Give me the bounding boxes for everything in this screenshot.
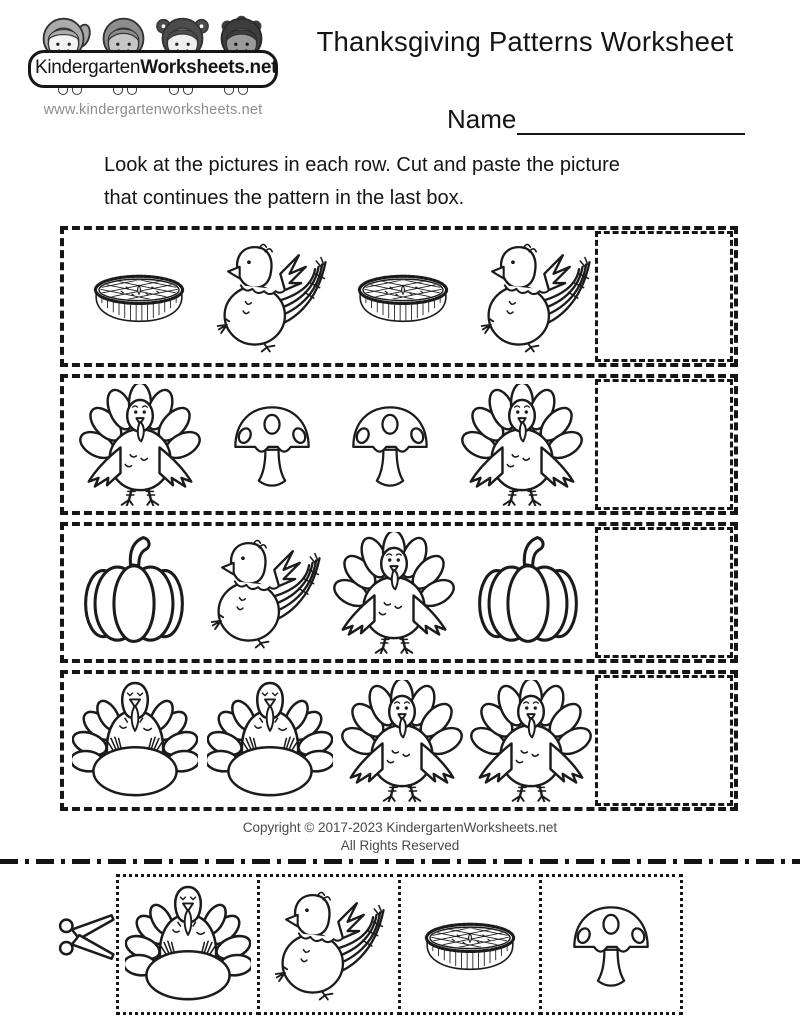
instructions-line-2: that continues the pattern in the last box. <box>104 187 465 209</box>
turkey-sitting-image <box>124 882 252 1008</box>
row-4-items <box>67 674 595 807</box>
pie-image <box>334 247 472 347</box>
page-title: Thanksgiving Patterns Worksheet <box>316 26 734 57</box>
turkey-standing-image <box>341 679 463 803</box>
pattern-row-4 <box>60 670 738 811</box>
mushroom-image <box>343 395 437 495</box>
logo-hands <box>28 87 278 95</box>
pumpkin-image <box>72 534 196 652</box>
turkey-standing-image <box>79 383 201 507</box>
logo-url: www.kindergartenworksheets.net <box>43 102 263 118</box>
row-1-items <box>67 230 595 363</box>
turkey-standing-image <box>461 383 583 507</box>
pattern-row-1 <box>60 226 738 367</box>
pumpkin-image <box>466 534 590 652</box>
instructions <box>104 149 714 215</box>
cut-line-divider <box>0 859 800 864</box>
cut-piece-4-mushroom <box>539 874 683 1015</box>
brand-logo <box>28 12 278 118</box>
turkey-running-image <box>213 236 329 358</box>
name-label: Name <box>447 104 517 134</box>
logo-brand-first: Kindergarten <box>35 57 141 78</box>
pattern-row-2 <box>60 374 738 515</box>
logo-brand-second: Worksheets.net <box>140 57 278 78</box>
logo-sign <box>28 50 278 88</box>
turkey-standing-image <box>333 531 455 655</box>
rights-line: All Rights Reserved <box>340 837 460 853</box>
mushroom-image <box>564 895 658 995</box>
mushroom-image <box>225 395 319 495</box>
turkey-sitting-image <box>71 678 199 804</box>
pattern-rows <box>60 226 738 818</box>
cut-piece-3-pie <box>398 874 542 1015</box>
pie-image <box>401 895 539 995</box>
row-3-items <box>67 526 595 659</box>
answer-box-4 <box>595 675 733 806</box>
turkey-sitting-image <box>206 678 334 804</box>
copyright-line: Copyright © 2017-2023 KindergartenWorksheets.net <box>242 820 558 835</box>
answer-box-1 <box>595 231 733 362</box>
row-2-items <box>67 378 595 511</box>
name-field <box>447 104 745 135</box>
instructions-line-1: Look at the pictures in each row. Cut and paste the picture <box>104 154 620 176</box>
turkey-running-image <box>207 532 323 654</box>
copyright <box>0 819 800 854</box>
name-blank-line <box>517 105 745 135</box>
answer-box-2 <box>595 379 733 510</box>
pie-image <box>70 247 208 347</box>
cut-piece-1-turkey-sitting <box>116 874 260 1015</box>
cut-strip <box>116 874 683 1015</box>
answer-box-3 <box>595 527 733 658</box>
cut-piece-2-turkey-running <box>257 874 401 1015</box>
scissors-icon <box>57 906 119 968</box>
pattern-row-3 <box>60 522 738 663</box>
turkey-running-image <box>477 236 593 358</box>
turkey-standing-image <box>470 679 592 803</box>
turkey-running-image <box>271 884 387 1006</box>
